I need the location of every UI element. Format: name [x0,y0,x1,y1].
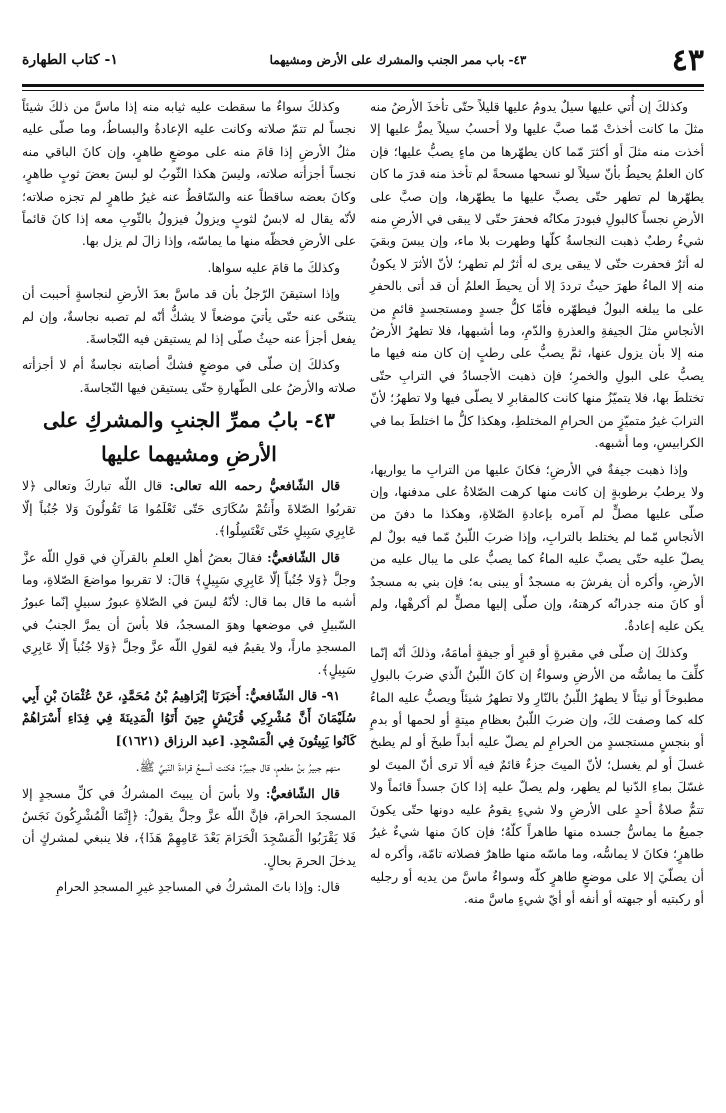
running-chapter-title: ٤٣- باب ممر الجنب والمشرك على الأرض ومشيهما [269,53,527,67]
note-paragraph: منهم جبيرُ بنُ مطعمٍ، قال جبيرٌ: فكنت أسمعُ قراءةَ النّبيِّ ﷺ. [135,759,340,775]
quote-text: ولا بأسَ أن يبيتَ المشركُ في كلِّ مسجدٍ إلا المسجدَ الحرامَ، فإنَّ اللّه عزَّ وجلَّ يقولُ: ﴿إِنَّمَا الْمُشْرِكُونَ نَجَسٌ فَلا يَقْرَبُوا الْمَسْجِدَ الْحَرَامَ بَعْدَ عَامِهِمْ هَذَا﴾، فلا ينبغي لمشركٍ أن يدخلَ الحرمَ بحالٍ. [22,785,356,868]
header-rule-thin [22,90,704,91]
paragraph: وكذلكَ إن أُتي عليها سيلٌ يدومُ عليها قليلاً حتّى تأخذَ الأرضُ منه مثلَ ما كانت أخذتْ مّما صبَّ عليها ولا أحسبُ سيلاً يمرُّ عليها إلا أخذت منه مثلَ أو أكثرَ مّما كان يطهّرها من ماءٍ يصبُّ عليها؛ فإن كان العلمُ يحيطُ بأنّ سيلاً لو نسحها مسحةً لم تأخذ منه قدرَ ما كان يطهّرها لم تطهر حتّى يصبَّ عليها ما يطهّرها، وإن صبَّ على الأرضِ نجساً كالبولِ فبودرَ مكانُه فحفرَ حتّى لا يبقى في الأرضِ منه شيءٌ رطبٌ ذهبت النجاسةُ كلّها وطهرت بلا ماء، وإن يبسَ وبقيَ له أثرٌ فحفرت حتّى لا يبقى يرى له أثرٌ لم تطهر؛ لأنّ الأثرَ لا يكونُ منه إلا الماءُ طهرَ حيثُ ترددَ إلا أن يحيطَ العلمُ أن قد أتى بالحفرِ على ما يبلغه البولُ فيطهّره فأمّا كلُّ جسدٍ ومستجسدٍ قائمٍ من الأنجاسِ مثلَ الجيفةِ والعذرةِ والدّمِ، وما أشبهها، فلا تطهرُ الأرضُ منه إلا بأن يزول عنها، ثمَّ يصبُّ على رطبٍ إن كان منه فيها ما يصبُّ على البولِ والخمرِ؛ فإن ذهبت الأجسادُ في الترابِ حتّى تختلطَ بها، فلا يتميّزُ منها كانت كالمقابرِ لا يصلّى فيها ولا تطهرُ؛ لأنّ الترابَ غيرُ متميّزٍ من الحرامِ المختلطِ، وهكذا كلُّ ما اختلطَ بما في الكرابيسِ، وما أشبهه. [370,99,704,451]
paragraph: وإذا ذهبت جيفةٌ في الأرضِ؛ فكانَ عليها من الترابِ ما يواريها، ولا يرطبُ برطوبةٍ إن كانت منها كرهت الصّلاةُ على مدفنها، وإن صلّى عليها مصلٍّ لم آمره بإعادةِ الصّلاةِ، وهكذا ما دفنَ من الأنجاسِ مّما لم يختلط بالترابِ، وإذا ضربَ اللّبنُ مّما فيه بولٌ لم يصلّ عليه حتّى يصبَّ عليه الماءُ كما يصبُّ على ما يبال عليه من الأرضِ، وأكره أن يفرشَ به مسجدٌ أو يبنى به؛ فإن بني به مسجدٌ أو كانَ منه جدرانُه كرهتهُ، وإن صلّى إليها مصلٍّ لم أكرهْها، ولم يكن عليه إعادةٌ. [370,461,704,634]
page-header [22,40,704,80]
hadith-text: ٩١- قال الشّافعيُّ: أَخبَرَنَا إبْرَاهِيمُ بْنُ مُحَمَّدٍ، عَنْ عُثْمَانَ بْنِ أَبِي سُلَيْمَانَ أَنَّ مُشْرِكِي قُرَيْشٍ حِينَ أَتَوُا الْمَدِينَةَ فِي فِدَاءِ أَسْرَاهُمْ كَانُوا يَبِيتُونَ فِي الْمَسْجِدِ. [عبد الرزاق (١٦٢١)] [22,687,356,748]
paragraph: وكذلكَ إن صلّى في مقبرةٍ أو قبرٍ أو جيفةٍ أمامَهُ، وذلكَ أنّه إنّما كلِّفَ ما يماسُّه من الأرضِ وسواءٌ إن كانَ اللّبنُ الّذي ضربَ بالبولِ مطبوخاً أو نيئاً لا يطهرُ اللّبنُ بالنّارِ ولا تطهرُ شيئاً ويصبُّ عليه الماءُ كله كما وصفت لكَ، وإن ضربَ اللّبنُ بعظامِ ميتةٍ أو لحمها أو بدمٍ أو بنجسٍ مستجسدٍ من الحرامِ لم يصلّ عليه أبداً طبخَ أو لم يطبخ غسلَ أو لم يغسل؛ لأنّ الميتَ جزءٌ قائمٌ فيه ألا ترى أنّ الميتَ لو غسّلَ بماءِ الدّنيا لم يطهر، ولم يصلّ عليه إذا كانَ جسداً قائماً ولا تتمُّ صلاةُ أحدٍ على الأرضِ ولا شيءٍ يقومُ عليه دونها حتّى يكونَ جميعُ ما يماسُّ جسده منها طاهراً كلّهُ؛ فإن كانَ منها شيءٌ غيرُ طاهرٍ؛ فكانَ لا يماسُّه، وما ماسّه منها طاهرٌ فصلاته تامّة، وأكره له أن يصلّيَ إلا على موضعٍ طاهرٍ كلّه وسواءٌ ماسَّ من يديه أو رجليه أو ركبتيه أو جبهته أو أنفه أو أيّ شيءٍ ماسَّ منه. [370,644,704,907]
quote-text: قال اللّه تباركَ وتعالى ﴿لا تقربُوا الصّلاةَ وأَنتُمْ سُكَارَى حَتّى تَعْلَمُوا مَا تَقُولُونَ وَلا جُنُباً إلّا عَابِرِي سَبِيلٍ حَتّى تَغْتَسِلُوا﴾. [22,478,356,539]
paragraph: وكذلكَ إن صلّى في موضعٍ فشكَّ أصابته نجاسةٌ أم لا أجزأته صلاته والأرضُ على الطّهارةِ حتّى يستيقن فيها النّجاسةَ. [22,357,356,395]
speaker-label: قال الشّافعيُّ رحمه الله تعالى: [169,478,340,494]
book-title: ١- كتاب الطهارة [22,52,118,68]
quote-paragraph [22,783,356,873]
paragraph: وكذلكَ ما قامَ عليه سواها. [207,259,340,275]
paragraph: قال: وإذا باتَ المشركُ في المساجدِ غيرِ المسجدِ الحرامِ [56,879,340,895]
speaker-label: قال الشّافعيُّ: [265,785,340,801]
speaker-label: قال الشّافعيُّ: [267,549,340,565]
paragraph: وكذلكَ سواءٌ ما سقطت عليه ثيابه منه إذا ماسَّ من ذلكَ شيئاً نجساً لم تتمّ صلاته وكانت عليه الإعادةُ والبساطُ، وما صلّى عليه مثلُ الأرضِ إذا قامَ منه على موضعٍ طاهرٍ، وإن كانَ الباقي منه نجساً أجزأته صلاته، وليسَ هكذا الثّوبُ لو لبسَ بعضَ ثوبٍ طاهرٍ، وكانَ بعضه ساقطاً عنه والسّاقطُ عنه غيرُ طاهرٍ لم تجزه صلاته؛ لأنّه يقال له لابسٌ لثوبٍ ويزولُ فيزولُ بالثّوبِ معه إذا كانَ قائماً على الأرضِ فحظّه منها ما يماسّه، وإذا زالَ لم يزل بها. [22,99,356,249]
quote-paragraph [22,475,356,542]
left-column [22,96,356,903]
chapter-heading: ٤٣- بابُ ممرِّ الجنبِ والمشركِ على الأرضِ ومشيهما عليها [42,408,336,467]
paragraph: وإذا استيقنَ الرّجلُ بأن قد ماسَّ بعدَ الأرضِ لنجاسةٍ أحببت أن يتنحّى عنه حتّى يأتيَ موضعاً لا يشكُّ أنّه لم تصبه نجاسةٌ، وإن لم يفعل أجزأ عنه حيثُ صلّى إذا لم يستيقن فيه النّجاسةَ. [22,286,356,347]
quote-paragraph [22,547,356,681]
header-rule [22,84,704,87]
quote-text: فقالَ بعضُ أهلِ العلمِ بالقرآنِ في قولِ اللّه عزَّ وجلَّ ﴿وَلا جُنُباً إلّا عَابِرِي سَبِيلٍ﴾ قالَ: لا تقربوا مواضعَ الصّلاةِ، وما أشبه ما قال بما قال: لأنّهُ ليسَ في الصّلاةِ عبورُ سبيلٍ إنّما عبورُ السّبيلِ في موضعها وهوَ المسجدُ، فلا بأسَ أن يمرَّ الجنبُ في المسجدِ ماراً، ولا يقيمُ فيه لقولِ اللّه عزَّ وجلَّ ﴿وَلا جُنُباً إلّا عَابِرِي سَبِيلٍ﴾. [22,549,356,677]
page-number: ٤٣ [671,42,704,78]
right-column [370,96,704,915]
